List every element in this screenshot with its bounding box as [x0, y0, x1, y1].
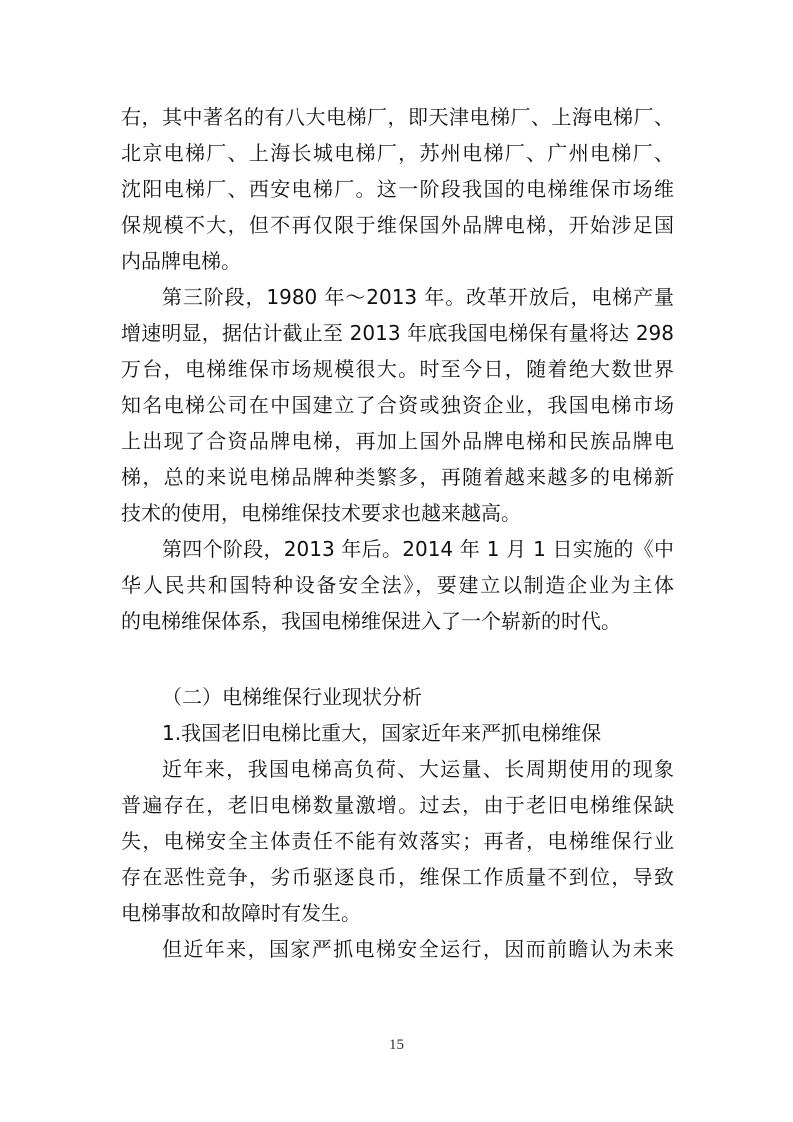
- paragraph-line: 近年来，我国电梯高负荷、大运量、长周期使用的现象: [162, 757, 674, 781]
- paragraph-line: 技术的使用，电梯维保技术要求也越来越高。: [121, 501, 521, 525]
- paragraph-line: 保规模不大，但不再仅限于维保国外品牌电梯，开始涉足国: [121, 213, 674, 237]
- paragraph-line: 万台，电梯维保市场规模很大。时至今日，随着绝大数世界: [121, 357, 674, 381]
- paragraph-line: 北京电梯厂、上海长城电梯厂，苏州电梯厂、广州电梯厂、: [121, 141, 674, 165]
- paragraph-line: 右，其中著名的有八大电梯厂，即天津电梯厂、上海电梯厂、: [121, 105, 674, 129]
- paragraph-line: 增速明显，据估计截止至 2013 年底我国电梯保有量将达 298: [121, 321, 674, 345]
- paragraph-line: 第三阶段，1980 年～2013 年。改革开放后，电梯产量: [162, 285, 674, 309]
- page-number: 15: [389, 1037, 404, 1053]
- paragraph-line: 失，电梯安全主体责任不能有效落实；再者，电梯维保行业: [121, 829, 674, 853]
- paragraph-line: 沈阳电梯厂、西安电梯厂。这一阶段我国的电梯维保市场维: [121, 177, 674, 201]
- paragraph-line: 上出现了合资品牌电梯，再加上国外品牌电梯和民族品牌电: [121, 429, 674, 453]
- paragraph-line: 华人民共和国特种设备安全法》，要建立以制造企业为主体: [121, 573, 674, 597]
- paragraph-line: 知名电梯公司在中国建立了合资或独资企业，我国电梯市场: [121, 393, 674, 417]
- paragraph-line: 第四个阶段，2013 年后。2014 年 1 月 1 日实施的《中: [162, 537, 674, 561]
- paragraph-line: 电梯事故和故障时有发生。: [121, 901, 361, 925]
- paragraph-line: 梯，总的来说电梯品牌种类繁多，再随着越来越多的电梯新: [121, 465, 674, 489]
- paragraph-line: 存在恶性竞争，劣币驱逐良币，维保工作质量不到位，导致: [121, 865, 674, 889]
- section-heading: （二）电梯维保行业现状分析: [162, 685, 422, 709]
- paragraph-line: 普遍存在，老旧电梯数量激增。过去，由于老旧电梯维保缺: [121, 793, 674, 817]
- paragraph-line: 但近年来，国家严抓电梯安全运行，因而前瞻认为未来: [162, 937, 674, 961]
- subsection-heading: 1.我国老旧电梯比重大，国家近年来严抓电梯维保: [162, 721, 602, 745]
- paragraph-line: 的电梯维保体系，我国电梯维保进入了一个崭新的时代。: [121, 609, 621, 633]
- paragraph-line: 内品牌电梯。: [121, 249, 241, 273]
